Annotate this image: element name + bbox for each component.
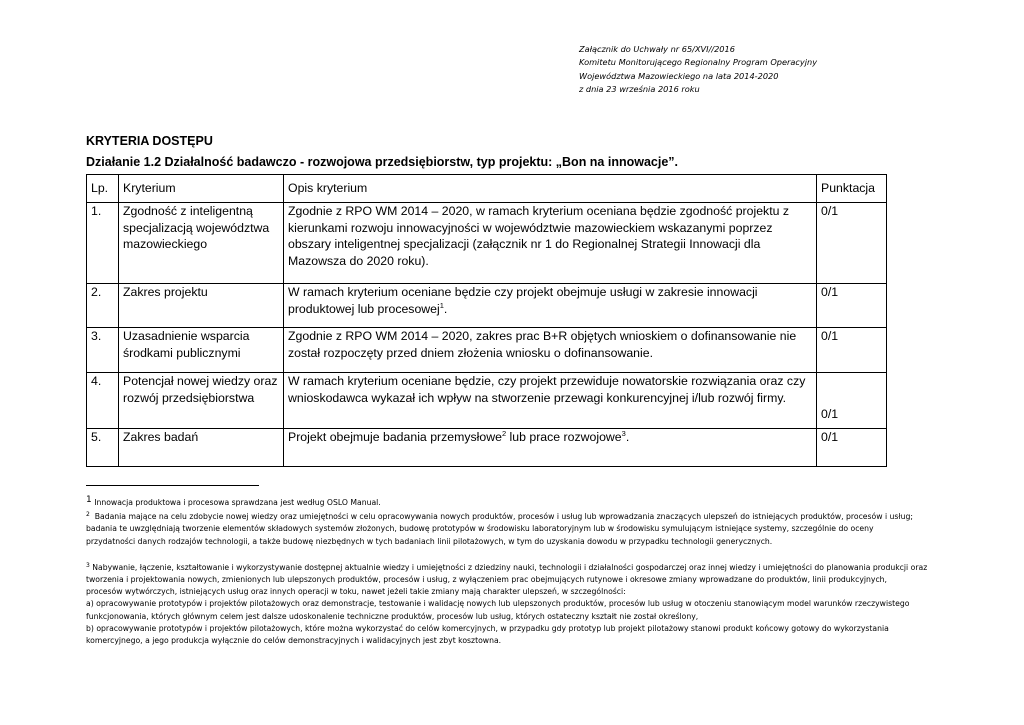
criterion-name: Zakres projektu: [119, 284, 284, 328]
description-end: .: [443, 301, 448, 316]
footnote-3-line-6: b) opracowywanie prototypów i projektów pilotażowych, które można wykorzystać do celów komercyjnych, w przypadku gdy prototyp lub projekt pilotażowy stanowi produkt końcowy gotowy do wykorzystania: [86, 623, 889, 633]
table-row: [87, 373, 887, 429]
action-subtitle: Działanie 1.2 Działalność badawczo - rozwojowa przedsiębiorstw, typ projektu: „Bon na innowacje”.: [86, 155, 679, 169]
description-part-b: lub prace rozwojowe: [506, 430, 622, 444]
header-kryterium: Kryterium: [119, 175, 284, 203]
criterion-name: Potencjał nowej wiedzy oraz rozwój przedsiębiorstwa: [119, 373, 284, 429]
footnote-3-line-2: tworzenia i projektowania nowych, zmienionych lub ulepszonych produktów, procesów i usług, z wyłączeniem prac obejmujących rutynowe i okresowe zmiany wprowadzane do produktów, linii produkcyjnych,: [86, 575, 887, 585]
criterion-score: 0/1: [817, 328, 887, 373]
footnote-2-mark: 2: [86, 511, 90, 519]
footnote-separator: [86, 485, 259, 486]
table-row: [87, 429, 887, 467]
header-line-3: Województwa Mazowieckiego na lata 2014-2020: [579, 70, 779, 81]
header-punktacja: Punktacja: [817, 175, 887, 203]
footnotes: [86, 494, 946, 647]
criterion-score: 0/1: [817, 203, 887, 284]
criterion-description: Zgodnie z RPO WM 2014 – 2020, zakres prac B+R objętych wnioskiem o dofinansowanie nie został rozpoczęty przed dniem złożenia wniosku o dofinansowanie.: [284, 328, 817, 373]
footnote-ref: 1: [439, 300, 444, 310]
footnote-3: [86, 560, 946, 574]
footnote-3-line-5: funkcjonowania, których głównym celem jest dalsze udoskonalenie techniczne produktów, procesów lub usług, których ostateczny kształt nie został określony,: [86, 611, 699, 621]
criterion-score: 0/1: [817, 373, 887, 429]
row-number: 2.: [87, 284, 119, 328]
footnote-3-line-1: Nabywanie, łączenie, kształtowanie i wykorzystywanie dostępnej aktualnie wiedzy i umiejętności z dziedziny nauki, technologii i działalności gospodarczej oraz innej wiedzy i umiejętności do planowania produkcji oraz: [92, 562, 928, 572]
footnote-ref: 2: [501, 428, 507, 438]
criterion-score: 0/1: [817, 284, 887, 328]
criteria-table: [86, 174, 887, 467]
criterion-name: Uzasadnienie wsparcia środkami publicznymi: [119, 328, 284, 373]
table-row: [87, 203, 887, 284]
footnote-1-text: Innowacja produktowa i procesowa sprawdzana jest według OSLO Manual.: [94, 498, 381, 507]
footnote-2-line-2: badania te uwzględniają tworzenie elementów składowych systemów złożonych, budowę prototypów w środowisku laboratoryjnym lub w środowisku symulującym istniejące systemy, szczególnie do oceny: [86, 524, 874, 534]
criterion-score: 0/1: [817, 429, 887, 467]
footnote-3-line-3: procesów wytwórczych, istniejących usług oraz innych operacji w toku, nawet jeżeli takie zmiany mają charakter ulepszeń, w szczególności:: [86, 587, 626, 597]
criterion-description: W ramach kryterium oceniane będzie, czy projekt przewiduje nowatorskie rozwiązania oraz czy wnioskodawca wykazał ich wpływ na stworzenie przewagi konkurencyjnej i/lub rozwój firmy.: [284, 373, 817, 429]
criterion-description: [284, 284, 817, 328]
header-lp: Lp.: [87, 175, 119, 203]
footnote-1-mark: 1: [86, 495, 92, 505]
footnote-3-line-4: a) opracowywanie prototypów i projektów pilotażowych oraz demonstracje, testowanie i walidację nowych lub ulepszonych produktów, procesów lub usług w otoczeniu stanowiącym model warunków rzeczywistego: [86, 599, 910, 609]
row-number: 3.: [87, 328, 119, 373]
row-number: 5.: [87, 429, 119, 467]
criterion-description: Zgodnie z RPO WM 2014 – 2020, w ramach kryterium oceniana będzie zgodność projektu z kierunkami rozwoju innowacyjności w województwie mazowieckiem wskazanymi poprzez obszary inteligentnej specjalizacji (załącznik nr 1 do Regionalnej Strategii Innowacji dla Mazowsza do 2020 roku).: [284, 203, 817, 284]
footnote-3-mark: 3: [86, 561, 90, 569]
criterion-description: [284, 429, 817, 467]
section-title: KRYTERIA DOSTĘPU: [86, 134, 213, 148]
footnote-ref: 3: [621, 428, 626, 438]
header-opis: Opis kryterium: [284, 175, 817, 203]
footnote-1: [86, 494, 946, 509]
document-header: [579, 43, 817, 96]
row-number: 4.: [87, 373, 119, 429]
table-row: [87, 328, 887, 373]
description-end: .: [625, 430, 630, 444]
footnote-3-line-7: komercyjnego, a jego produkcja wyłącznie do celów demonstracyjnych i walidacyjnych jest zbyt kosztowna.: [86, 636, 502, 646]
footnote-2-line-1: Badania mające na celu zdobycie nowej wiedzy oraz umiejętności w celu opracowywania nowych produktów, procesów i usług lub wprowadzania znaczących ulepszeń do istniejących produktów, procesów i usług;: [94, 512, 913, 522]
criterion-description-text: W ramach kryterium oceniane będzie czy projekt obejmuje usługi w zakresie innowacji produktowej lub procesowej: [288, 285, 758, 316]
description-part-a: Projekt obejmuje badania przemysłowe: [288, 430, 502, 444]
header-line-4: z dnia 23 września 2016 roku: [579, 83, 700, 94]
footnote-2: [86, 509, 946, 523]
header-line-2: Komitetu Monitorującego Regionalny Program Operacyjny: [579, 57, 818, 68]
criterion-name: Zgodność z inteligentną specjalizacją województwa mazowieckiego: [119, 203, 284, 284]
header-line-1: Załącznik do Uchwały nr 65/XVI//2016: [579, 44, 735, 54]
footnote-2-line-3: przydatności danych rodzajów technologii, a także budowę niezbędnych w tych badaniach linii pilotażowych, w tym do uzyskania dowodu w przypadku technologii generycznych.: [86, 536, 773, 546]
table-header-row: [87, 175, 887, 203]
table-row: [87, 284, 887, 328]
row-number: 1.: [87, 203, 119, 284]
criterion-name: Zakres badań: [119, 429, 284, 467]
